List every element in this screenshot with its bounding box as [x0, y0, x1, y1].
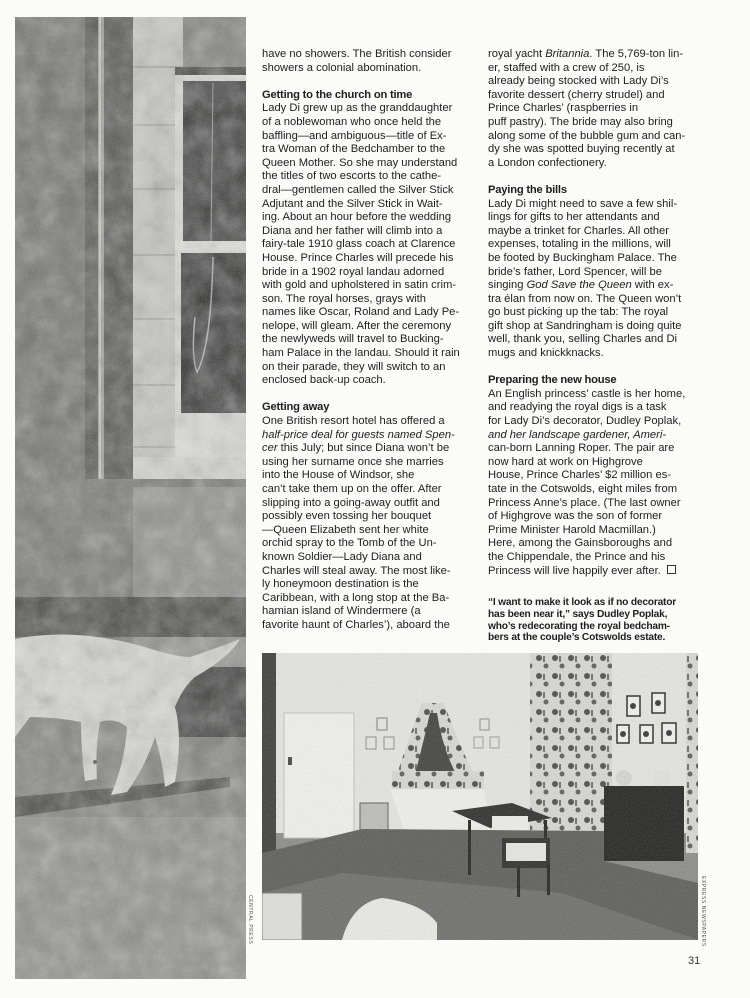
intro-paragraph	[262, 48, 482, 75]
text-line: favorite haunt of Charles’), aboard the	[262, 618, 450, 631]
text-line: Prime Minister Harold Macmillan.)	[488, 523, 656, 536]
text-line: An English princess’ castle is her home,	[488, 387, 686, 400]
text-line	[488, 279, 724, 293]
photo-house-and-dog	[15, 17, 246, 979]
italic-text: and her landscape gardener, Ameri-	[488, 428, 667, 441]
text-line: er, staffed with a crew of 250, is	[488, 61, 645, 74]
text-line: with gold and upholstered in satin crim-	[262, 279, 457, 292]
text-line	[262, 442, 482, 456]
text-line: orchid spray to the Tomb of the Un-	[262, 537, 437, 550]
text-line: be footed by Buckingham Palace. The	[488, 251, 677, 264]
text-line: Queen Mother. So she may understand	[262, 156, 458, 169]
text-line: nelope, will gleam. After the ceremony	[262, 319, 452, 332]
text-line: and readying the royal digs is a task	[488, 401, 667, 414]
text-line: bride in a 1902 royal landau adorned	[262, 265, 445, 278]
text-line: tate in the Cotswolds, eight miles from	[488, 483, 678, 495]
photo-royal-bedroom-image	[262, 653, 698, 940]
text-line: known Soldier—Lady Diana and	[262, 550, 422, 563]
text-line: Princess Anne’s place. (The last owner	[488, 496, 681, 509]
text-line: go bust picking up the tab: The royal	[488, 306, 669, 319]
text-line: a London confectionery.	[488, 156, 607, 169]
text-fragment: singing	[488, 279, 527, 292]
text-line: son. The royal horses, grays with	[262, 292, 426, 305]
text-line: ham Palace in the landau. Should it rain	[262, 347, 460, 360]
pull-quote	[488, 597, 728, 644]
text-lines-group	[488, 388, 724, 429]
text-line: Diana and her father will climb into a	[262, 224, 443, 237]
text-line: on their parade, they will switch to an	[262, 360, 446, 373]
text-line: for Lady Di’s decorator, Dudley Poplak,	[488, 415, 682, 428]
text-line: ing. About an hour before the wedding	[262, 211, 452, 224]
text-line: lings for gifts to her attendants and	[488, 211, 660, 224]
end-of-article-mark	[667, 565, 676, 574]
text-line: Lady Di might need to save a few shil-	[488, 197, 678, 210]
text-lines-group	[262, 456, 482, 633]
section-heading-new-house: Preparing the new house	[488, 374, 617, 387]
text-lines-group	[488, 442, 724, 578]
text-line: Charles will steal away. The most like-	[262, 564, 451, 577]
italic-text: God Save the Queen	[526, 279, 632, 292]
text-line: tra élan from now on. The Queen won’t	[488, 292, 682, 305]
text-line: One British resort hotel has offered a	[262, 415, 445, 428]
text-fragment: with ex-	[631, 279, 674, 292]
article-column-1	[262, 48, 482, 640]
italic-text: cer	[262, 442, 278, 455]
text-line: maybe a trinket for Charles. All other	[488, 224, 669, 237]
text-line: the titles of two escorts to the cathe-	[262, 170, 442, 183]
text-line: dy she was spotted buying recently at	[488, 143, 675, 156]
text-line: bers at the couple’s Cotswolds estate.	[488, 632, 666, 644]
text-line: have no showers. The British consider	[262, 48, 452, 60]
text-line: can-born Lanning Roper. The pair are	[488, 442, 675, 455]
section-heading-getting-away: Getting away	[262, 401, 330, 414]
page-number: 31	[688, 955, 701, 967]
text-line: gift shop at Sandringham is doing quite	[488, 319, 682, 332]
text-line: tra Woman of the Bedchamber to the	[262, 143, 446, 156]
text-line	[488, 429, 724, 443]
section-body-bills	[488, 198, 724, 361]
text-line: possibly even tossing her bouquet	[262, 510, 432, 523]
text-line: now hard at work on Highgrove	[488, 455, 643, 468]
text-line: can’t take them up on the offer. After	[262, 483, 442, 495]
text-fragment: this July; but since Diana won’t be	[277, 442, 450, 455]
photo-royal-bedroom	[262, 653, 698, 940]
section-heading-bills: Paying the bills	[488, 183, 567, 196]
text-line: names like Oscar, Roland and Lady Pe-	[262, 306, 460, 319]
section-heading-church: Getting to the church on time	[262, 88, 413, 101]
text-line: favorite dessert (cherry strudel) and	[488, 88, 665, 101]
photo-house-and-dog-image	[15, 17, 246, 979]
text-line: already being stocked with Lady Di’s	[488, 75, 669, 88]
text-line: House, Prince Charles’ $2 million es-	[488, 469, 672, 482]
text-line: bride’s father, Lord Spencer, will be	[488, 265, 662, 278]
text-line: “I want to make it look as if no decorator	[488, 597, 677, 608]
italic-text: half-price deal for guests named Spen-	[262, 428, 455, 441]
text-line: —Queen Elizabeth sent her white	[262, 523, 429, 536]
text-line: using her surname once she marries	[262, 455, 444, 468]
text-line: baffling—and ambiguous—title of Ex-	[262, 129, 447, 142]
text-line: slipping into a going-away outfit and	[262, 496, 440, 509]
text-line: enclosed back-up coach.	[262, 374, 386, 387]
photo-credit-left: CENTRAL PRESS	[247, 895, 253, 945]
text-line: of a noblewoman who once held the	[262, 115, 442, 128]
text-line: showers a colonial abomination.	[262, 61, 422, 74]
text-line: has been near it,” says Dudley Poplak,	[488, 608, 668, 620]
text-line: into the House of Windsor, she	[262, 469, 415, 482]
text-line: expenses, totaling in the millions, will	[488, 238, 671, 251]
section-body-church	[262, 102, 482, 387]
section-body-getting-away	[262, 415, 482, 633]
text-line: mugs and knickknacks.	[488, 347, 604, 360]
text-lines-group	[488, 198, 724, 280]
text-line: Lady Di grew up as the granddaughter	[262, 102, 453, 115]
text-line: ly honeymoon destination is the	[262, 578, 419, 591]
text-line: House. Prince Charles will precede his	[262, 251, 454, 264]
text-line: the newlyweds will travel to Bucking-	[262, 333, 444, 346]
section-body-new-house	[488, 388, 724, 578]
text-fragment: royal yacht	[488, 48, 546, 60]
text-line: puff pastry). The bride may also bring	[488, 115, 673, 128]
text-line	[488, 48, 724, 62]
text-lines-group	[488, 62, 724, 171]
text-line: Prince Charles’ (raspberries in	[488, 102, 639, 115]
text-line: dral—gentlemen called the Silver Stick	[262, 183, 454, 196]
text-line: the Chippendale, the Prince and his	[488, 550, 666, 563]
text-line: Caribbean, with a long stop at the Ba-	[262, 591, 450, 604]
text-fragment: . The 5,769-ton lin-	[589, 48, 684, 60]
text-lines-group	[488, 293, 724, 361]
text-line: well, thank you, selling Charles and Di	[488, 333, 678, 346]
text-line: who’s redecorating the royal bedcham-	[488, 620, 670, 632]
text-line: Princess will live happily ever after.	[488, 565, 724, 579]
text-line: of Highgrove was the son of former	[488, 510, 663, 523]
yacht-paragraph	[488, 48, 724, 170]
text-line	[262, 429, 482, 443]
photo-credit-right: EXPRESS NEWSPAPERS	[700, 876, 706, 947]
text-line: Here, among the Gainsboroughs and	[488, 537, 673, 550]
article-column-2	[488, 48, 724, 588]
text-line: Adjutant and the Silver Stick in Wait-	[262, 197, 443, 210]
text-line: fairy-tale 1910 glass coach at Clarence	[262, 238, 456, 251]
text-line: hamian island of Windermere (a	[262, 605, 421, 618]
text-line: along some of the bubble gum and can-	[488, 129, 686, 142]
italic-text: Britannia	[545, 48, 590, 60]
